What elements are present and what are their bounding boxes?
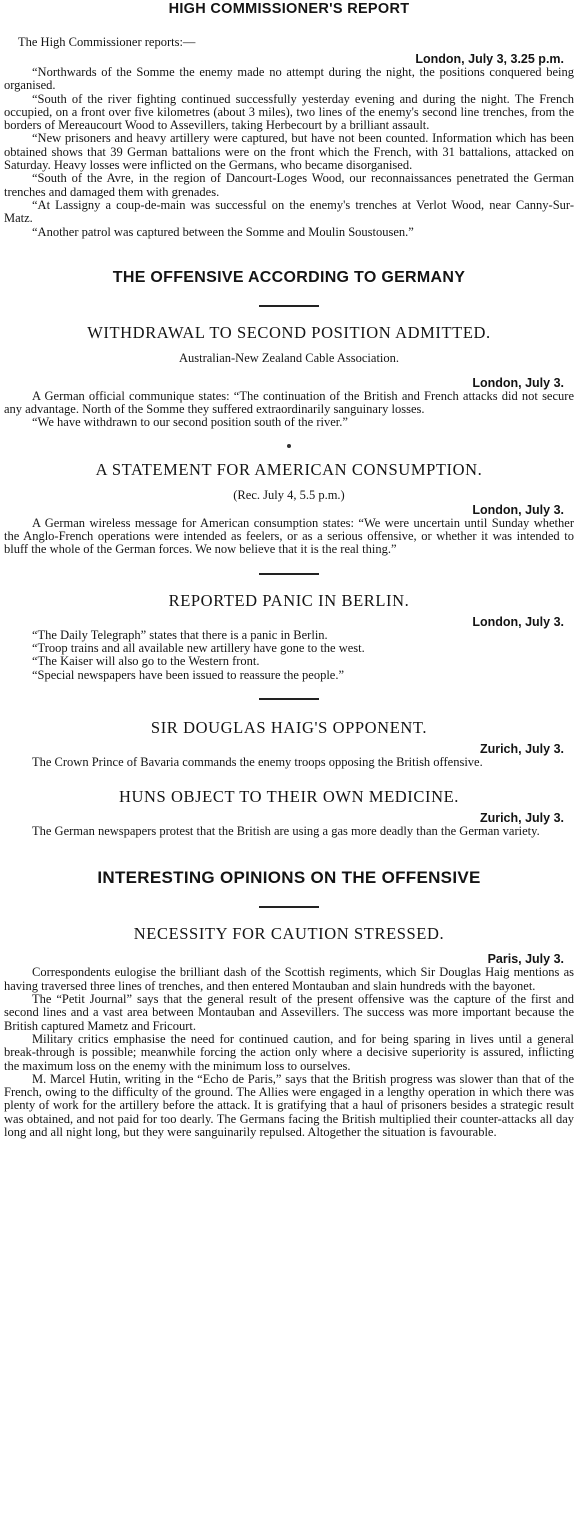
report-paragraph: “Northwards of the Somme the enemy made no attempt during the night, the positions conquered being organised. [4, 65, 574, 93]
haig-paragraph: The Crown Prince of Bavaria commands the enemy troops opposing the British offensive. [32, 754, 483, 769]
withdrawal-paragraph: “We have withdrawn to our second position south of the river.” [32, 415, 348, 430]
section-rule [259, 698, 319, 700]
withdrawal-source: Australian-New Zealand Cable Association. [178, 350, 400, 365]
caution-headline: NECESSITY FOR CAUTION STRESSED. [133, 924, 445, 944]
panic-paragraph: “The Kaiser will also go to the Western front. [32, 654, 260, 669]
section-rule [259, 305, 319, 307]
section-rule [259, 906, 319, 908]
report-paragraph: “At Lassigny a coup-de-main was successful on the enemy's trenches at Verlot Wood, near Canny-Sur-Matz. [4, 197, 574, 226]
opinions-headline: INTERESTING OPINIONS ON THE OFFENSIVE [97, 868, 481, 888]
withdrawal-dateline: London, July 3. [472, 375, 564, 390]
report-dateline: London, July 3, 3.25 p.m. [415, 52, 564, 66]
panic-headline: REPORTED PANIC IN BERLIN. [168, 590, 410, 610]
offensive-germany-headline: THE OFFENSIVE ACCORDING TO GERMANY [112, 268, 466, 286]
panic-paragraph: “Special newspapers have been issued to reassure the people.” [32, 667, 345, 682]
report-intro: The High Commissioner reports:— [18, 35, 196, 49]
panic-paragraph: “The Daily Telegraph” states that there is a panic in Berlin. [32, 627, 328, 642]
report-headline: HIGH COMMISSIONER'S REPORT [168, 1, 410, 17]
report-paragraph: “South of the river fighting continued successfully yesterday evening and during the night. The French occupied, on a front over five kilometres (about 3 miles), two lines of the enemy's second line trenches, from the borders of Mereaucourt Wood to Assevillers, taking Herbecourt by a brilliant assault. [4, 91, 574, 133]
caution-paragraph: Military critics emphasise the need for continued caution, and for being sparing in lives until a general break-through is possible; meanwhile forcing the action only where a decisive superiority is assured, inflicting the maximum loss on the enemy with the minimum loss to ourselves. [4, 1031, 574, 1073]
american-received-note: (Rec. July 4, 5.5 p.m.) [233, 487, 345, 502]
withdrawal-headline: WITHDRAWAL TO SECOND POSITION ADMITTED. [87, 322, 491, 342]
panic-paragraph: “Troop trains and all available new artillery have gone to the west. [32, 640, 365, 655]
american-paragraph: A German wireless message for American consumption states: “We were uncertain until Sunday whether the Anglo-French operations were intended as feelers, or as a serious offensive, or whether it was intended to bluff the whole of the German forces. We now believe that it is the real thing.” [4, 515, 574, 557]
section-rule [259, 573, 319, 575]
american-headline: A STATEMENT FOR AMERICAN CONSUMPTION. [95, 459, 483, 479]
separator-dot [287, 444, 291, 448]
caution-paragraph: The “Petit Journal” says that the general result of the present offensive was the capture of the first and second lines and a vast area between Montauban and Assevillers. The success was more important because the British captured Mametz and Fricourt. [4, 992, 574, 1033]
caution-dateline: Paris, July 3. [487, 952, 564, 967]
caution-paragraph: M. Marcel Hutin, writing in the “Echo de Paris,” says that the British progress was slower than that of the French, owing to the difficulty of the ground. The Allies were engaged in a lengthy operation in which there was plenty of work for the artillery before the attack. It is gratifying that a haul of prisoners besides a strategic result was obtained, and not paid for too dearly. The Germans facing the British multiplied their counter-attacks all day long and all night long, but they were sanguinarily repulsed. Altogether the situation is favourable. [4, 1071, 574, 1139]
haig-dateline: Zurich, July 3. [479, 741, 564, 756]
panic-dateline: London, July 3. [472, 614, 564, 629]
huns-headline: HUNS OBJECT TO THEIR OWN MEDICINE. [118, 787, 459, 807]
report-paragraph: “Another patrol was captured between the Somme and Moulin Soustousen.” [32, 224, 414, 239]
caution-paragraph: Correspondents eulogise the brilliant dash of the Scottish regiments, which Sir Douglas Haig mentions as having traversed three lines of trenches, and then entered Montauban and slain hundreds with the bayonet. [4, 965, 574, 993]
haig-headline: SIR DOUGLAS HAIG'S OPPONENT. [150, 717, 428, 737]
huns-dateline: Zurich, July 3. [479, 811, 564, 826]
report-paragraph: “New prisoners and heavy artillery were captured, but have not been counted. Information which has been obtained shows that 39 German battalions were on the front which the French, with 31 battalions, attacked on Saturday. Heavy losses were inflicted on the Germans, who became disorganised. [4, 131, 574, 173]
report-paragraph: “South of the Avre, in the region of Dancourt-Loges Wood, our reconnaissances penetrated the German trenches and damaged them with grenades. [4, 171, 574, 199]
american-dateline: London, July 3. [472, 502, 564, 517]
huns-paragraph: The German newspapers protest that the British are using a gas more deadly than the German variety. [32, 824, 540, 839]
withdrawal-paragraph: A German official communique states: “The continuation of the British and French attacks did not secure any advantage. North of the Somme they suffered extraordinarily sanguinary losses. [4, 388, 574, 417]
